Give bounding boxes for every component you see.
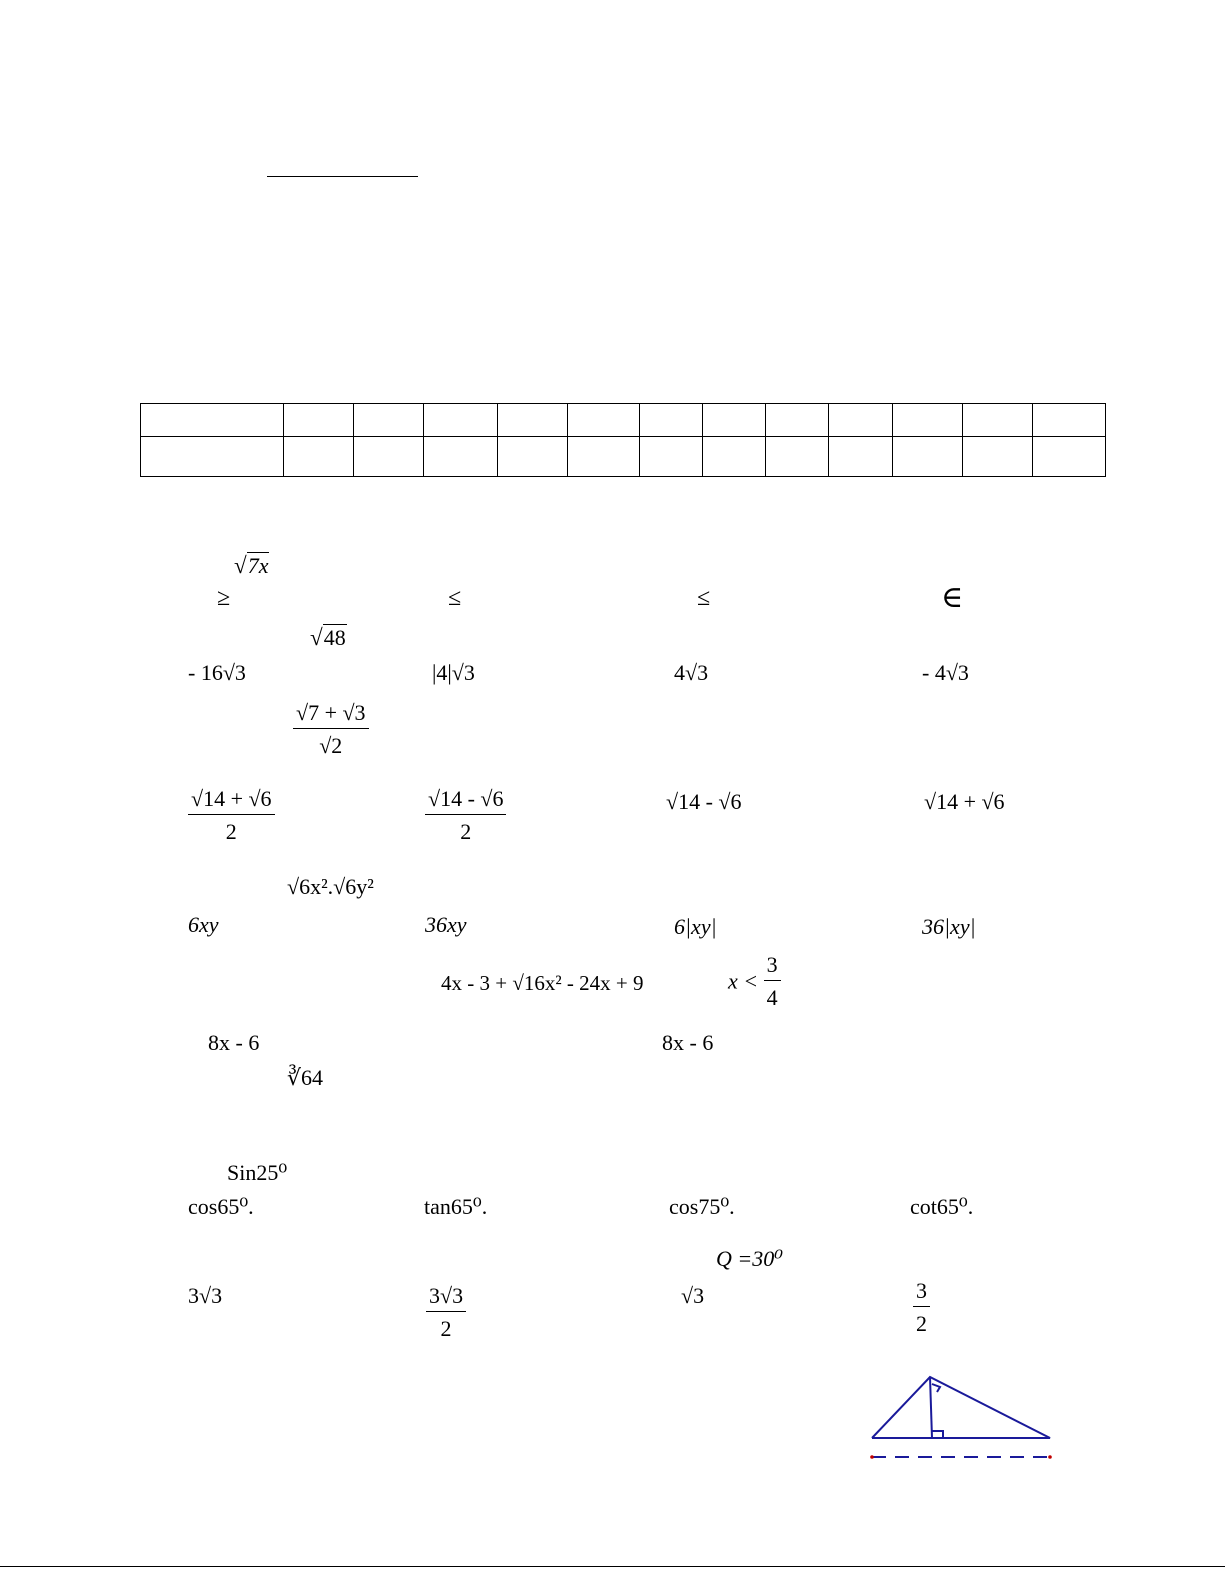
table-cell[interactable] — [963, 404, 1033, 437]
q1-option-d[interactable]: ∈ — [941, 581, 964, 614]
q1-option-b[interactable]: ≤ — [448, 585, 462, 611]
q1-option-c[interactable]: ≤ — [697, 585, 711, 611]
table-cell[interactable] — [424, 404, 498, 437]
table-row — [141, 437, 1106, 477]
q7-option-b[interactable]: tan65⁰. — [424, 1194, 488, 1219]
triangle-edges — [872, 1377, 1050, 1438]
right-triangle-figure — [860, 1365, 1065, 1470]
q4-expression: √6x².√6y² — [287, 874, 374, 899]
name-blank-line — [267, 176, 418, 177]
q1-expression: √7x — [234, 552, 269, 578]
table-cell[interactable] — [284, 437, 354, 477]
q5-condition-numerator: 3 — [766, 952, 778, 977]
table-cell[interactable] — [354, 437, 424, 477]
q5-expression: 4x - 3 + √16x² - 24x + 9 — [441, 971, 644, 995]
table-cell[interactable] — [498, 404, 568, 437]
page-footer-line — [0, 1566, 1225, 1585]
q3-numerator: √7 + √3 — [296, 700, 366, 725]
table-cell[interactable] — [1033, 404, 1106, 437]
q5-condition-denominator: 4 — [764, 980, 781, 1011]
table-cell[interactable] — [963, 437, 1033, 477]
baseline-point-right — [1048, 1455, 1052, 1459]
q3-option-d[interactable]: √14 + √6 — [924, 789, 1005, 814]
q4-option-c[interactable]: 6|xy| — [674, 914, 717, 939]
q7-expression: Sin25⁰ — [227, 1160, 288, 1185]
q7-option-a[interactable]: cos65⁰. — [188, 1194, 254, 1219]
q8-option-b[interactable] — [426, 1283, 466, 1342]
q3-option-c[interactable]: √14 - √6 — [666, 789, 742, 814]
q2-expression: √48 — [310, 624, 346, 650]
q2-option-d[interactable]: - 4√3 — [922, 660, 969, 685]
q4-option-a[interactable]: 6xy — [188, 912, 219, 937]
q3-option-a-denominator: 2 — [188, 814, 275, 845]
q7-option-c[interactable]: cos75⁰. — [669, 1194, 735, 1219]
q3-option-b-denominator: 2 — [425, 814, 506, 845]
table-cell[interactable] — [703, 404, 766, 437]
table-cell[interactable] — [354, 404, 424, 437]
q5-condition-lhs: x < — [728, 968, 759, 994]
q8-option-d-numerator: 3 — [916, 1278, 927, 1303]
q4-option-b[interactable]: 36xy — [425, 912, 467, 937]
table-cell[interactable] — [640, 404, 703, 437]
table-cell[interactable] — [498, 437, 568, 477]
q5-option-a[interactable]: 8x - 6 — [208, 1030, 260, 1055]
table-cell[interactable] — [640, 437, 703, 477]
table-cell[interactable] — [141, 404, 284, 437]
q3-option-b[interactable] — [425, 786, 506, 845]
q5-condition — [728, 952, 781, 1011]
table-cell[interactable] — [703, 437, 766, 477]
q8-option-b-numerator: 3√3 — [429, 1283, 464, 1308]
table-cell[interactable] — [766, 437, 829, 477]
q3-denominator: √2 — [293, 728, 369, 759]
table-row — [141, 404, 1106, 437]
table-cell[interactable] — [568, 437, 640, 477]
q6-expression: ∛64 — [287, 1065, 324, 1090]
q5-option-b[interactable]: 8x - 6 — [662, 1030, 714, 1055]
q2-option-a[interactable]: - 16√3 — [188, 660, 246, 685]
q8-option-d[interactable] — [913, 1278, 930, 1337]
q3-option-a-numerator: √14 + √6 — [191, 786, 272, 811]
answer-table — [140, 403, 1106, 477]
q1-option-a[interactable]: ≥ — [217, 585, 231, 611]
altitude-line — [930, 1377, 932, 1438]
table-cell[interactable] — [766, 404, 829, 437]
right-angle-mark-base — [932, 1431, 943, 1438]
q8-angle-condition: Q =30⁰ — [716, 1246, 784, 1271]
table-cell[interactable] — [141, 437, 284, 477]
q3-option-b-numerator: √14 - √6 — [428, 786, 504, 811]
q2-option-c[interactable]: 4√3 — [674, 660, 709, 685]
table-cell[interactable] — [893, 437, 963, 477]
baseline-point-left — [870, 1455, 874, 1459]
table-cell[interactable] — [284, 404, 354, 437]
table-cell[interactable] — [893, 404, 963, 437]
q4-option-d[interactable]: 36|xy| — [922, 914, 976, 939]
q7-option-d[interactable]: cot65⁰. — [910, 1194, 974, 1219]
table-cell[interactable] — [424, 437, 498, 477]
q3-option-a[interactable] — [188, 786, 275, 845]
table-cell[interactable] — [1033, 437, 1106, 477]
right-angle-mark-top — [932, 1384, 940, 1392]
q8-option-d-denominator: 2 — [913, 1306, 930, 1337]
table-cell[interactable] — [829, 437, 893, 477]
q3-expression — [293, 700, 369, 759]
table-cell[interactable] — [829, 404, 893, 437]
q8-option-a[interactable]: 3√3 — [188, 1283, 223, 1308]
q8-option-c[interactable]: √3 — [681, 1283, 705, 1308]
q8-option-b-denominator: 2 — [426, 1311, 466, 1342]
table-cell[interactable] — [568, 404, 640, 437]
q2-option-b[interactable]: |4|√3 — [432, 660, 475, 685]
